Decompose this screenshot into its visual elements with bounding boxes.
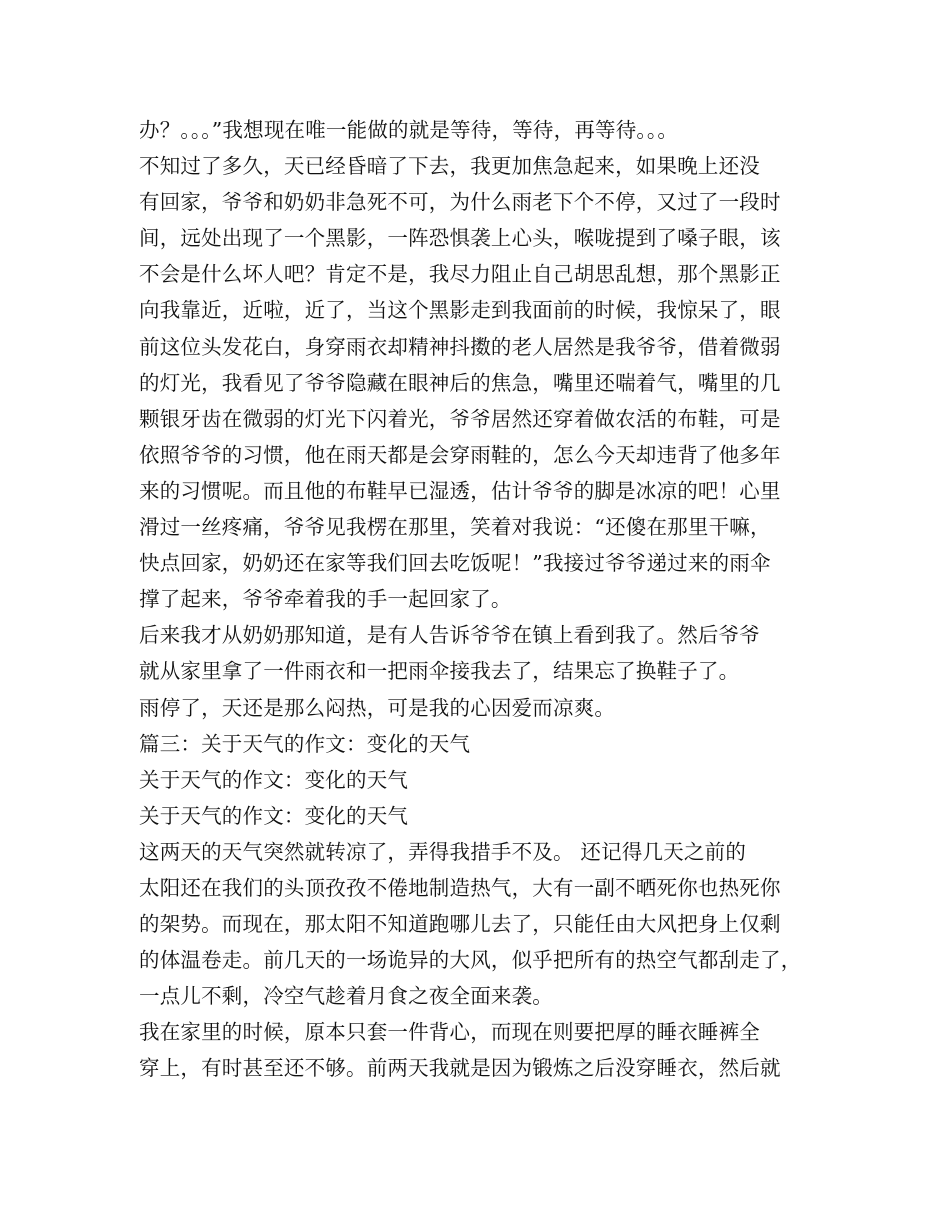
text-line: 关于天气的作文：变化的天气 bbox=[139, 803, 409, 828]
text-line: 的体温卷走。前几天的一场诡异的大风，似乎把所有的热空气都刮走了， bbox=[139, 948, 802, 973]
text-line: 有回家，爷爷和奶奶非急死不可，为什么雨老下个不停，又过了一段时 bbox=[139, 190, 781, 215]
text-line: 后来我才从奶奶那知道，是有人告诉爷爷在镇上看到我了。然后爷爷 bbox=[139, 623, 760, 648]
text-line: 关于天气的作文：变化的天气 bbox=[139, 767, 409, 792]
text-line: 篇三：关于天气的作文：变化的天气 bbox=[139, 731, 471, 756]
text-line: 撑了起来，爷爷牵着我的手一起回家了。 bbox=[139, 587, 512, 612]
text-line: 我在家里的时候，原本只套一件背心，而现在则要把厚的睡衣睡裤全 bbox=[139, 1020, 760, 1045]
document-body bbox=[139, 112, 839, 1087]
text-line: 滑过一丝疼痛，爷爷见我楞在那里，笑着对我说：“还傻在那里干嘛， bbox=[139, 515, 771, 540]
text-line: 颗银牙齿在微弱的灯光下闪着光，爷爷居然还穿着做农活的布鞋，可是 bbox=[139, 406, 781, 431]
text-line: 不知过了多久，天已经昏暗了下去，我更加焦急起来，如果晚上还没 bbox=[139, 154, 760, 179]
text-line: 雨停了，天还是那么闷热，可是我的心因爱而凉爽。 bbox=[139, 695, 616, 720]
text-line: 快点回家，奶奶还在家等我们回去吃饭呢！”我接过爷爷递过来的雨伞 bbox=[139, 551, 771, 576]
text-line: 前这位头发花白，身穿雨衣却精神抖擞的老人居然是我爷爷，借着微弱 bbox=[139, 334, 781, 359]
text-line: 这两天的天气突然就转凉了，弄得我措手不及。 还记得几天之前的 bbox=[139, 839, 747, 864]
text-line: 就从家里拿了一件雨衣和一把雨伞接我去了，结果忘了换鞋子了。 bbox=[139, 659, 740, 684]
text-line: 依照爷爷的习惯，他在雨天都是会穿雨鞋的，怎么今天却违背了他多年 bbox=[139, 442, 781, 467]
text-line: 的架势。而现在，那太阳不知道跑哪儿去了，只能任由大风把身上仅剩 bbox=[139, 912, 781, 937]
text-line: 间，远处出现了一个黑影，一阵恐惧袭上心头，喉咙提到了嗓子眼，该 bbox=[139, 226, 781, 251]
text-line: 办？。。。”我想现在唯一能做的就是等待，等待，再等待。。。 bbox=[139, 118, 679, 142]
text-line: 一点儿不剩，冷空气趁着月食之夜全面来袭。 bbox=[139, 984, 553, 1009]
text-line: 的灯光，我看见了爷爷隐藏在眼神后的焦急，嘴里还喘着气，嘴里的几 bbox=[139, 370, 781, 395]
text-line: 来的习惯呢。而且他的布鞋早已湿透，估计爷爷的脚是冰凉的吧！心里 bbox=[139, 478, 781, 503]
text-line: 向我靠近，近啦，近了，当这个黑影走到我面前的时候，我惊呆了，眼 bbox=[139, 298, 781, 323]
text-line: 太阳还在我们的头顶孜孜不倦地制造热气，大有一副不晒死你也热死你 bbox=[139, 875, 781, 900]
text-line: 穿上，有时甚至还不够。前两天我就是因为锻炼之后没穿睡衣，然后就 bbox=[139, 1056, 781, 1081]
text-line: 不会是什么坏人吧？肯定不是，我尽力阻止自己胡思乱想，那个黑影正 bbox=[139, 262, 781, 287]
